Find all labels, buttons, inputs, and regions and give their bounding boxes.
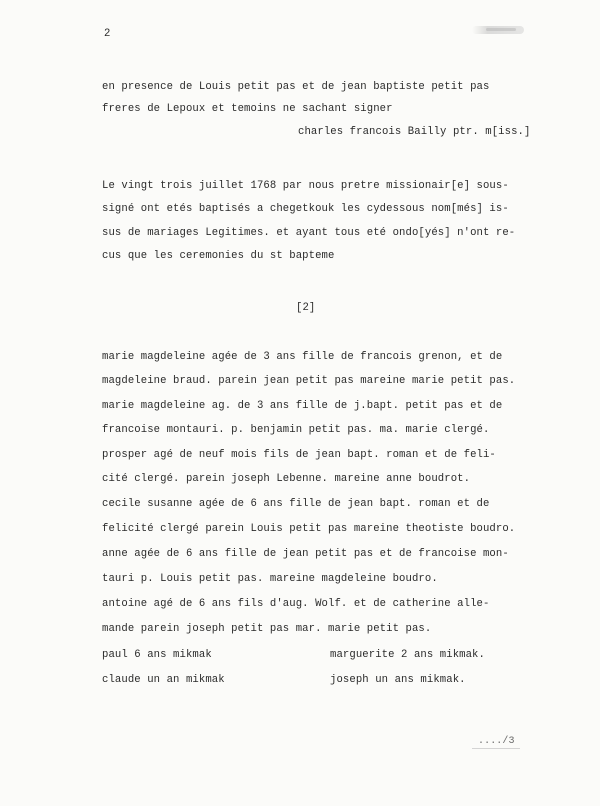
entry-intro-line: sus de mariages Legitimes. et ayant tous eté ondo[yés] n'ont re- bbox=[102, 227, 516, 239]
baptism-line: tauri p. Louis petit pas. mareine magdeleine boudro. bbox=[102, 573, 438, 585]
continued-underline bbox=[472, 748, 520, 749]
baptism-line: mande parein joseph petit pas mar. marie petit pas. bbox=[102, 623, 432, 635]
baptism-line: cité clergé. parein joseph Lebenne. mareine anne boudrot. bbox=[102, 473, 471, 485]
baptism-line: antoine agé de 6 ans fils d'aug. Wolf. et de catherine alle- bbox=[102, 598, 490, 610]
baptism-line: magdeleine braud. parein jean petit pas mareine marie petit pas. bbox=[102, 375, 516, 387]
corner-stamp-mark bbox=[472, 26, 524, 34]
entry-intro-line: signé ont etés baptisés a chegetkouk les cydessous nom[més] is- bbox=[102, 203, 509, 215]
section-marker: [2] bbox=[296, 302, 316, 314]
opening-line: en presence de Louis petit pas et de jean baptiste petit pas bbox=[102, 81, 490, 93]
baptism-line: felicité clergé parein Louis petit pas mareine theotiste boudro. bbox=[102, 523, 516, 535]
baptism-line: marie magdeleine ag. de 3 ans fille de j.bapt. petit pas et de bbox=[102, 400, 503, 412]
page-number: 2 bbox=[104, 28, 111, 40]
baptism-line: anne agée de 6 ans fille de jean petit pas et de francoise mon- bbox=[102, 548, 509, 560]
priest-signature: charles francois Bailly ptr. m[iss.] bbox=[298, 126, 531, 138]
mikmak-entry: paul 6 ans mikmak bbox=[102, 649, 212, 661]
entry-intro-line: Le vingt trois juillet 1768 par nous pretre missionair[e] sous- bbox=[102, 180, 509, 192]
baptism-line: cecile susanne agée de 6 ans fille de jean bapt. roman et de bbox=[102, 498, 490, 510]
mikmak-entry: marguerite 2 ans mikmak. bbox=[330, 649, 485, 661]
continued-marker: ..../3 bbox=[478, 736, 515, 747]
opening-line: freres de Lepoux et temoins ne sachant signer bbox=[102, 103, 393, 115]
baptism-line: marie magdeleine agée de 3 ans fille de francois grenon, et de bbox=[102, 351, 503, 363]
mikmak-entry: joseph un ans mikmak. bbox=[330, 674, 466, 686]
baptism-line: prosper agé de neuf mois fils de jean bapt. roman et de feli- bbox=[102, 449, 496, 461]
mikmak-entry: claude un an mikmak bbox=[102, 674, 225, 686]
entry-intro-line: cus que les ceremonies du st bapteme bbox=[102, 250, 335, 262]
baptism-line: francoise montauri. p. benjamin petit pas. ma. marie clergé. bbox=[102, 424, 490, 436]
